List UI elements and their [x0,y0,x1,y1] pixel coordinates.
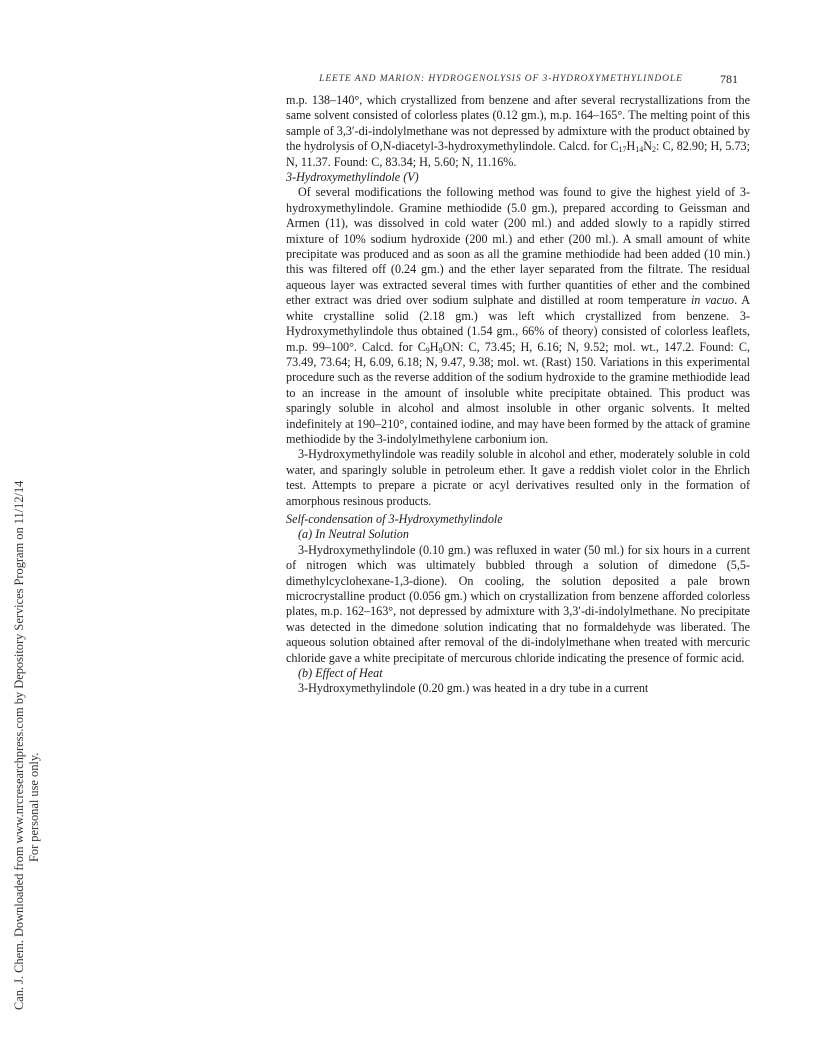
paragraph-dimethane-analysis: m.p. 138–140°, which crystallized from benzene and after several recrystallizations from the same solvent consisted of colorless plates (0.12 gm.), m.p. 164–165°. The melting point of this sample of 3,3′-di-indolylmethane was not depressed by admixture with the product obtained by the hydrolysis of O,N-diacetyl-3-hydroxymethylindole. Calcd. for $C_{17}H_{14}N_2$: C, 82.90; H, 5.73; N, 11.37. Found: C, 83.34; H, 5.60; N, 11.16%. [286,93,750,169]
body-text [286,93,750,697]
download-watermark-line1: Can. J. Chem. Downloaded from www.nrcresearchpress.com by Depository Services Program on 11/12/14 [12,480,26,1010]
paragraph-neutral-reflux: 3-Hydroxymethylindole (0.10 gm.) was refluxed in water (50 ml.) for six hours in a current of nitrogen which was ultimately bubbled through a solution of dimedone (5,5-dimethylcyclohexane-1,3-dione). On cooling, the solution deposited a pale brown microcrystalline product (0.056 gm.) which on crystallization from benzene afforded colorless plates, m.p. 162–163°, not depressed by admixture with 3,3′-di-indolylmethane. No precipitate was detected in the dimedone solution indicating that no formaldehyde was liberated. The aqueous solution obtained after removal of the di-indolylmethane when treated with mercuric chloride gave a white precipitate of mercurous chloride indicating the presence of formic acid. [286,542,750,665]
section-heading-hydroxymethylindole: 3-Hydroxymethylindole (V) [286,170,419,185]
paragraph-preparation: Of several modifications the following method was found to give the highest yield of 3-hydroxymethylindole. Gramine methiodide (5.0 gm.), prepared according to Geissman and Armen (11), was dissolved in cold water (200 ml.) and added slowly to a rapidly stirred mixture of 10% sodium hydroxide (200 ml.) and ether (200 ml.). A small amount of white precipitate was produced and as soon as all the gramine methiodide had been added (10 min.) this was filtered off (0.24 gm.) and the ether layer separated from the filtrate. The residual aqueous layer was extracted several times with further quantities of ether and the combined ether extract was dried over sodium sulphate and distilled at room temperature in vacuo. A white crystalline solid (2.18 gm.) was left which crystallized from benzene. 3-Hydroxymethylindole thus obtained (1.54 gm., 66% of theory) consisted of colorless leaflets, m.p. 99–100°. Calcd. for $C_9H_9ON$: C, 73.45; H, 6.16; N, 9.52; mol. wt., 147.2. Found: C, 73.49, 73.64; H, 6.09, 6.18; N, 9.47, 9.38; mol. wt. (Rast) 150. Variations in this experimental procedure such as the reverse addition of the sodium hydroxide to the gramine methiodide lead to an increase in the amount of insoluble white precipitate obtained. This product was sparingly soluble in alcohol and almost insoluble in other organic solvents. It melted indefinitely at 190–210°, contained iodine, and may have been formed by the attack of gramine methiodide by the 3-indolylmethylene carbonium ion. [286,185,751,446]
download-watermark [12,480,42,1010]
in-vacuo-term: in vacuo [690,293,735,308]
section-heading-self-condensation: Self-condensation of 3-Hydroxymethylindole [286,511,503,526]
subheading-neutral-solution: (a) In Neutral Solution [298,527,409,542]
paragraph-solubility: 3-Hydroxymethylindole was readily soluble in alcohol and ether, moderately soluble in cold water, and sparingly soluble in petroleum ether. It gave a reddish violet color in the Ehrlich test. Attempts to prepare a picrate or acyl derivatives resulted only in the formation of amorphous resinous products. [286,447,750,508]
page-number: 781 [720,72,738,86]
download-watermark-line2: For personal use only. [27,752,41,862]
running-head: LEETE AND MARION: HYDROGENOLYSIS OF 3-HYDROXYMETHYLINDOLE [319,74,683,84]
paragraph-heat: 3-Hydroxymethylindole (0.20 gm.) was heated in a dry tube in a current [298,681,649,696]
subheading-effect-of-heat: (b) Effect of Heat [298,666,383,681]
